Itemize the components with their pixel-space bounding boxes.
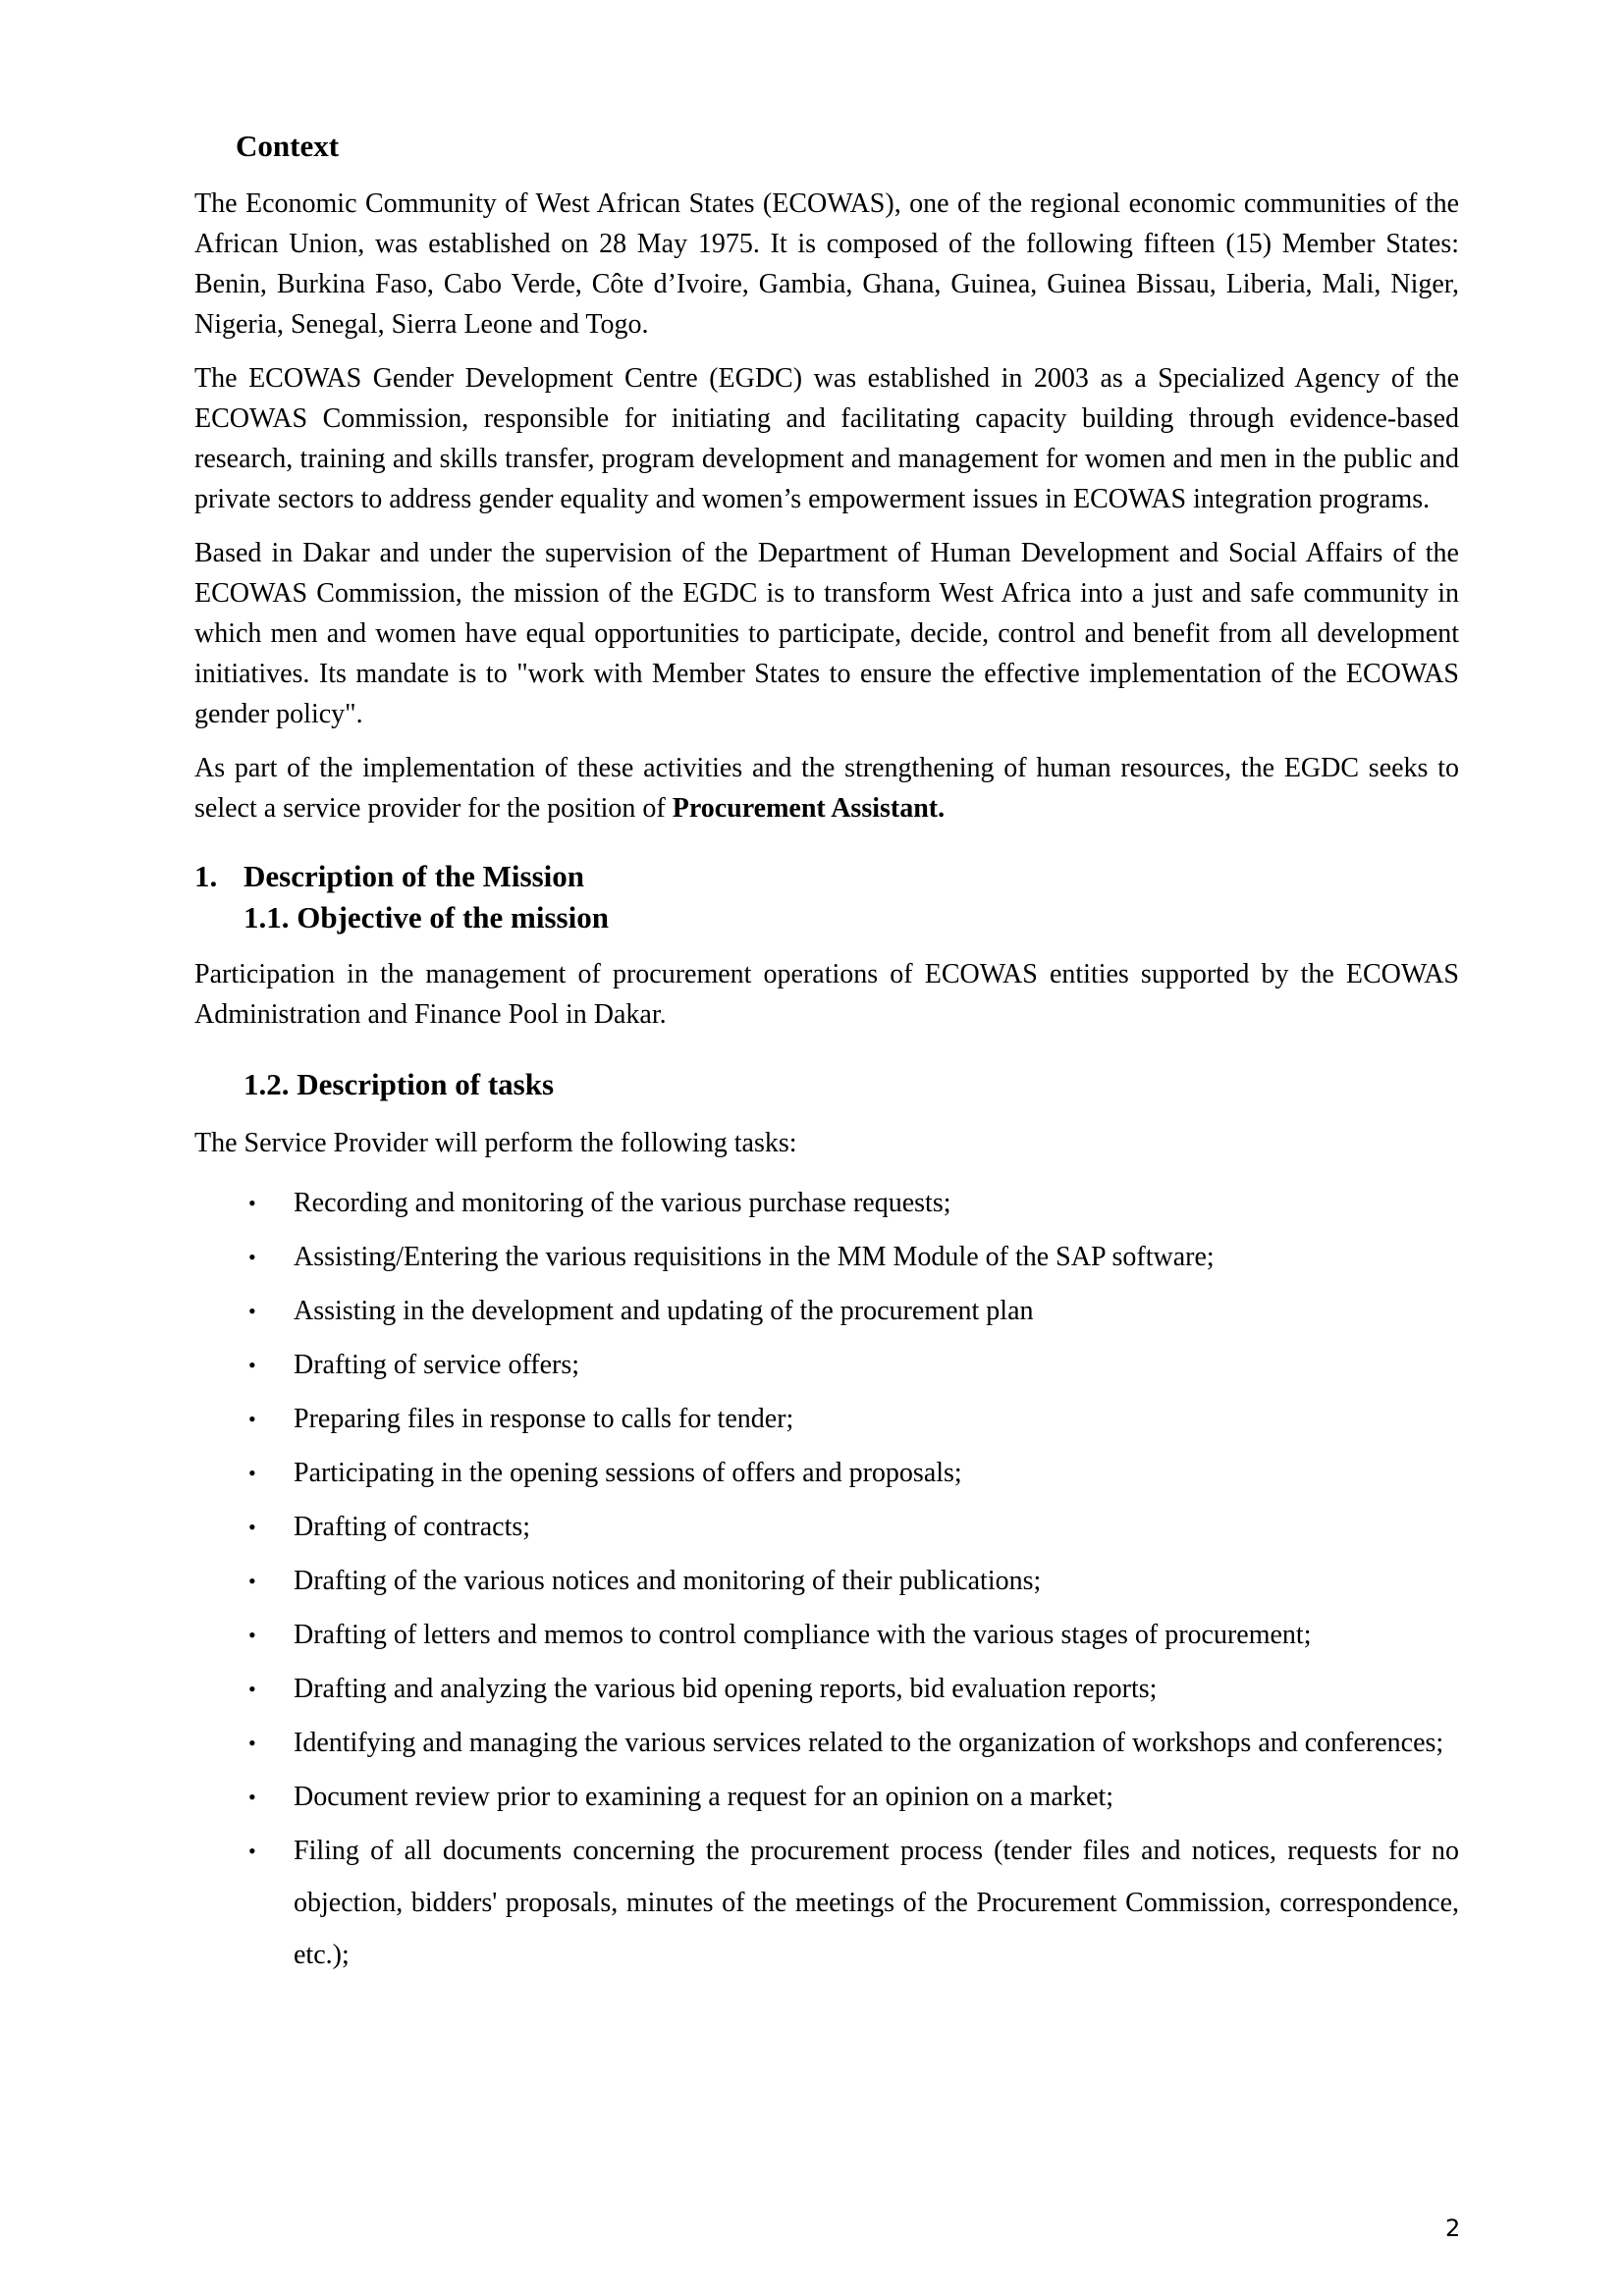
bullet-icon: •	[248, 1245, 256, 1270]
list-item	[194, 1393, 1459, 1445]
task-text: Document review prior to examining a request for an opinion on a market;	[294, 1782, 1114, 1813]
list-item	[194, 1609, 1459, 1661]
paragraph-position	[194, 748, 1459, 828]
bullet-icon: •	[248, 1299, 256, 1324]
bullet-icon: •	[248, 1839, 256, 1864]
task-text: Drafting of service offers;	[294, 1350, 580, 1381]
task-text: Preparing files in response to calls for tender;	[294, 1404, 794, 1435]
list-item	[194, 1717, 1459, 1769]
bullet-icon: •	[248, 1569, 256, 1594]
list-item	[194, 1555, 1459, 1607]
bullet-icon: •	[248, 1461, 256, 1486]
list-item	[194, 1825, 1459, 1981]
list-item	[194, 1771, 1459, 1823]
task-text: Participating in the opening sessions of offers and proposals;	[294, 1458, 962, 1489]
bullet-icon: •	[248, 1785, 256, 1810]
bullet-icon: •	[248, 1623, 256, 1648]
paragraph-ecowas: The Economic Community of West African States (ECOWAS), one of the regional economic communities of the African Union, was established on 28 May 1975. It is composed of the following fifteen (15) Member States: Benin, Burkina Faso, Cabo Verde, Côte d’Ivoire, Gambia, Ghana, Guinea, Guinea Bissau, Liberia, Mali, Niger, Nigeria, Senegal, Sierra Leone and Togo.	[194, 188, 1459, 341]
document-page	[194, 128, 1459, 1983]
paragraph-mission: Based in Dakar and under the supervision of the Department of Human Development and Social Affairs of the ECOWAS Commission, the mission of the EGDC is to transform West Africa into a just and safe community in which men and women have equal opportunities to participate, decide, control and benefit from all development initiatives. Its mandate is to "work with Member States to ensure the effective implementation of the ECOWAS gender policy".	[194, 538, 1459, 730]
task-text: Drafting and analyzing the various bid opening reports, bid evaluation reports;	[294, 1674, 1158, 1705]
list-item	[194, 1339, 1459, 1391]
position-title: Procurement Assistant.	[672, 793, 946, 825]
section-heading-1	[194, 856, 1459, 897]
task-list	[194, 1177, 1459, 1981]
section-title: Description of the Mission	[244, 859, 585, 894]
list-item	[194, 1447, 1459, 1499]
list-item	[194, 1501, 1459, 1553]
subsection-heading-tasks: 1.2. Description of tasks	[244, 1067, 555, 1102]
task-text: Recording and monitoring of the various purchase requests;	[294, 1188, 951, 1219]
list-item	[194, 1231, 1459, 1283]
bullet-icon: •	[248, 1191, 256, 1216]
task-text: Assisting/Entering the various requisitions in the MM Module of the SAP software;	[294, 1242, 1215, 1273]
context-heading: Context	[236, 129, 340, 163]
section-number: 1.	[194, 859, 218, 894]
bullet-icon: •	[248, 1515, 256, 1540]
bullet-icon: •	[248, 1731, 256, 1756]
bullet-icon: •	[248, 1677, 256, 1702]
position-text: As part of the implementation of these activities and the strengthening of human resources, the EGDC seeks to select a service provider for the position of	[194, 753, 1459, 825]
task-text: Drafting of letters and memos to control compliance with the various stages of procurement;	[294, 1620, 1312, 1651]
task-text: Assisting in the development and updating of the procurement plan	[294, 1296, 1034, 1327]
bullet-icon: •	[248, 1407, 256, 1432]
task-text: Identifying and managing the various services related to the organization of workshops and conferences;	[294, 1728, 1444, 1759]
paragraph-objective: Participation in the management of procurement operations of ECOWAS entities supported by the ECOWAS Administration and Finance Pool in Dakar.	[194, 959, 1459, 1031]
subsection-heading-objective: 1.1. Objective of the mission	[244, 900, 609, 935]
list-item	[194, 1663, 1459, 1715]
page-number: 2	[1445, 2215, 1461, 2242]
task-text: Filing of all documents concerning the procurement process (tender files and notices, requests for no objection, bidders' proposals, minutes of the meetings of the Procurement Commission, correspondence, etc.);	[294, 1836, 1459, 1971]
task-text: Drafting of the various notices and monitoring of their publications;	[294, 1566, 1042, 1597]
paragraph-egdc: The ECOWAS Gender Development Centre (EGDC) was established in 2003 as a Specialized Agency of the ECOWAS Commission, responsible for initiating and facilitating capacity building through evidence-based research, training and skills transfer, program development and management for women and men in the public and private sectors to address gender equality and women’s empowerment issues in ECOWAS integration programs.	[194, 363, 1459, 515]
list-item	[194, 1177, 1459, 1229]
bullet-icon: •	[248, 1353, 256, 1378]
task-text: Drafting of contracts;	[294, 1512, 531, 1543]
list-item	[194, 1285, 1459, 1337]
paragraph-tasks-intro: The Service Provider will perform the following tasks:	[194, 1128, 797, 1159]
